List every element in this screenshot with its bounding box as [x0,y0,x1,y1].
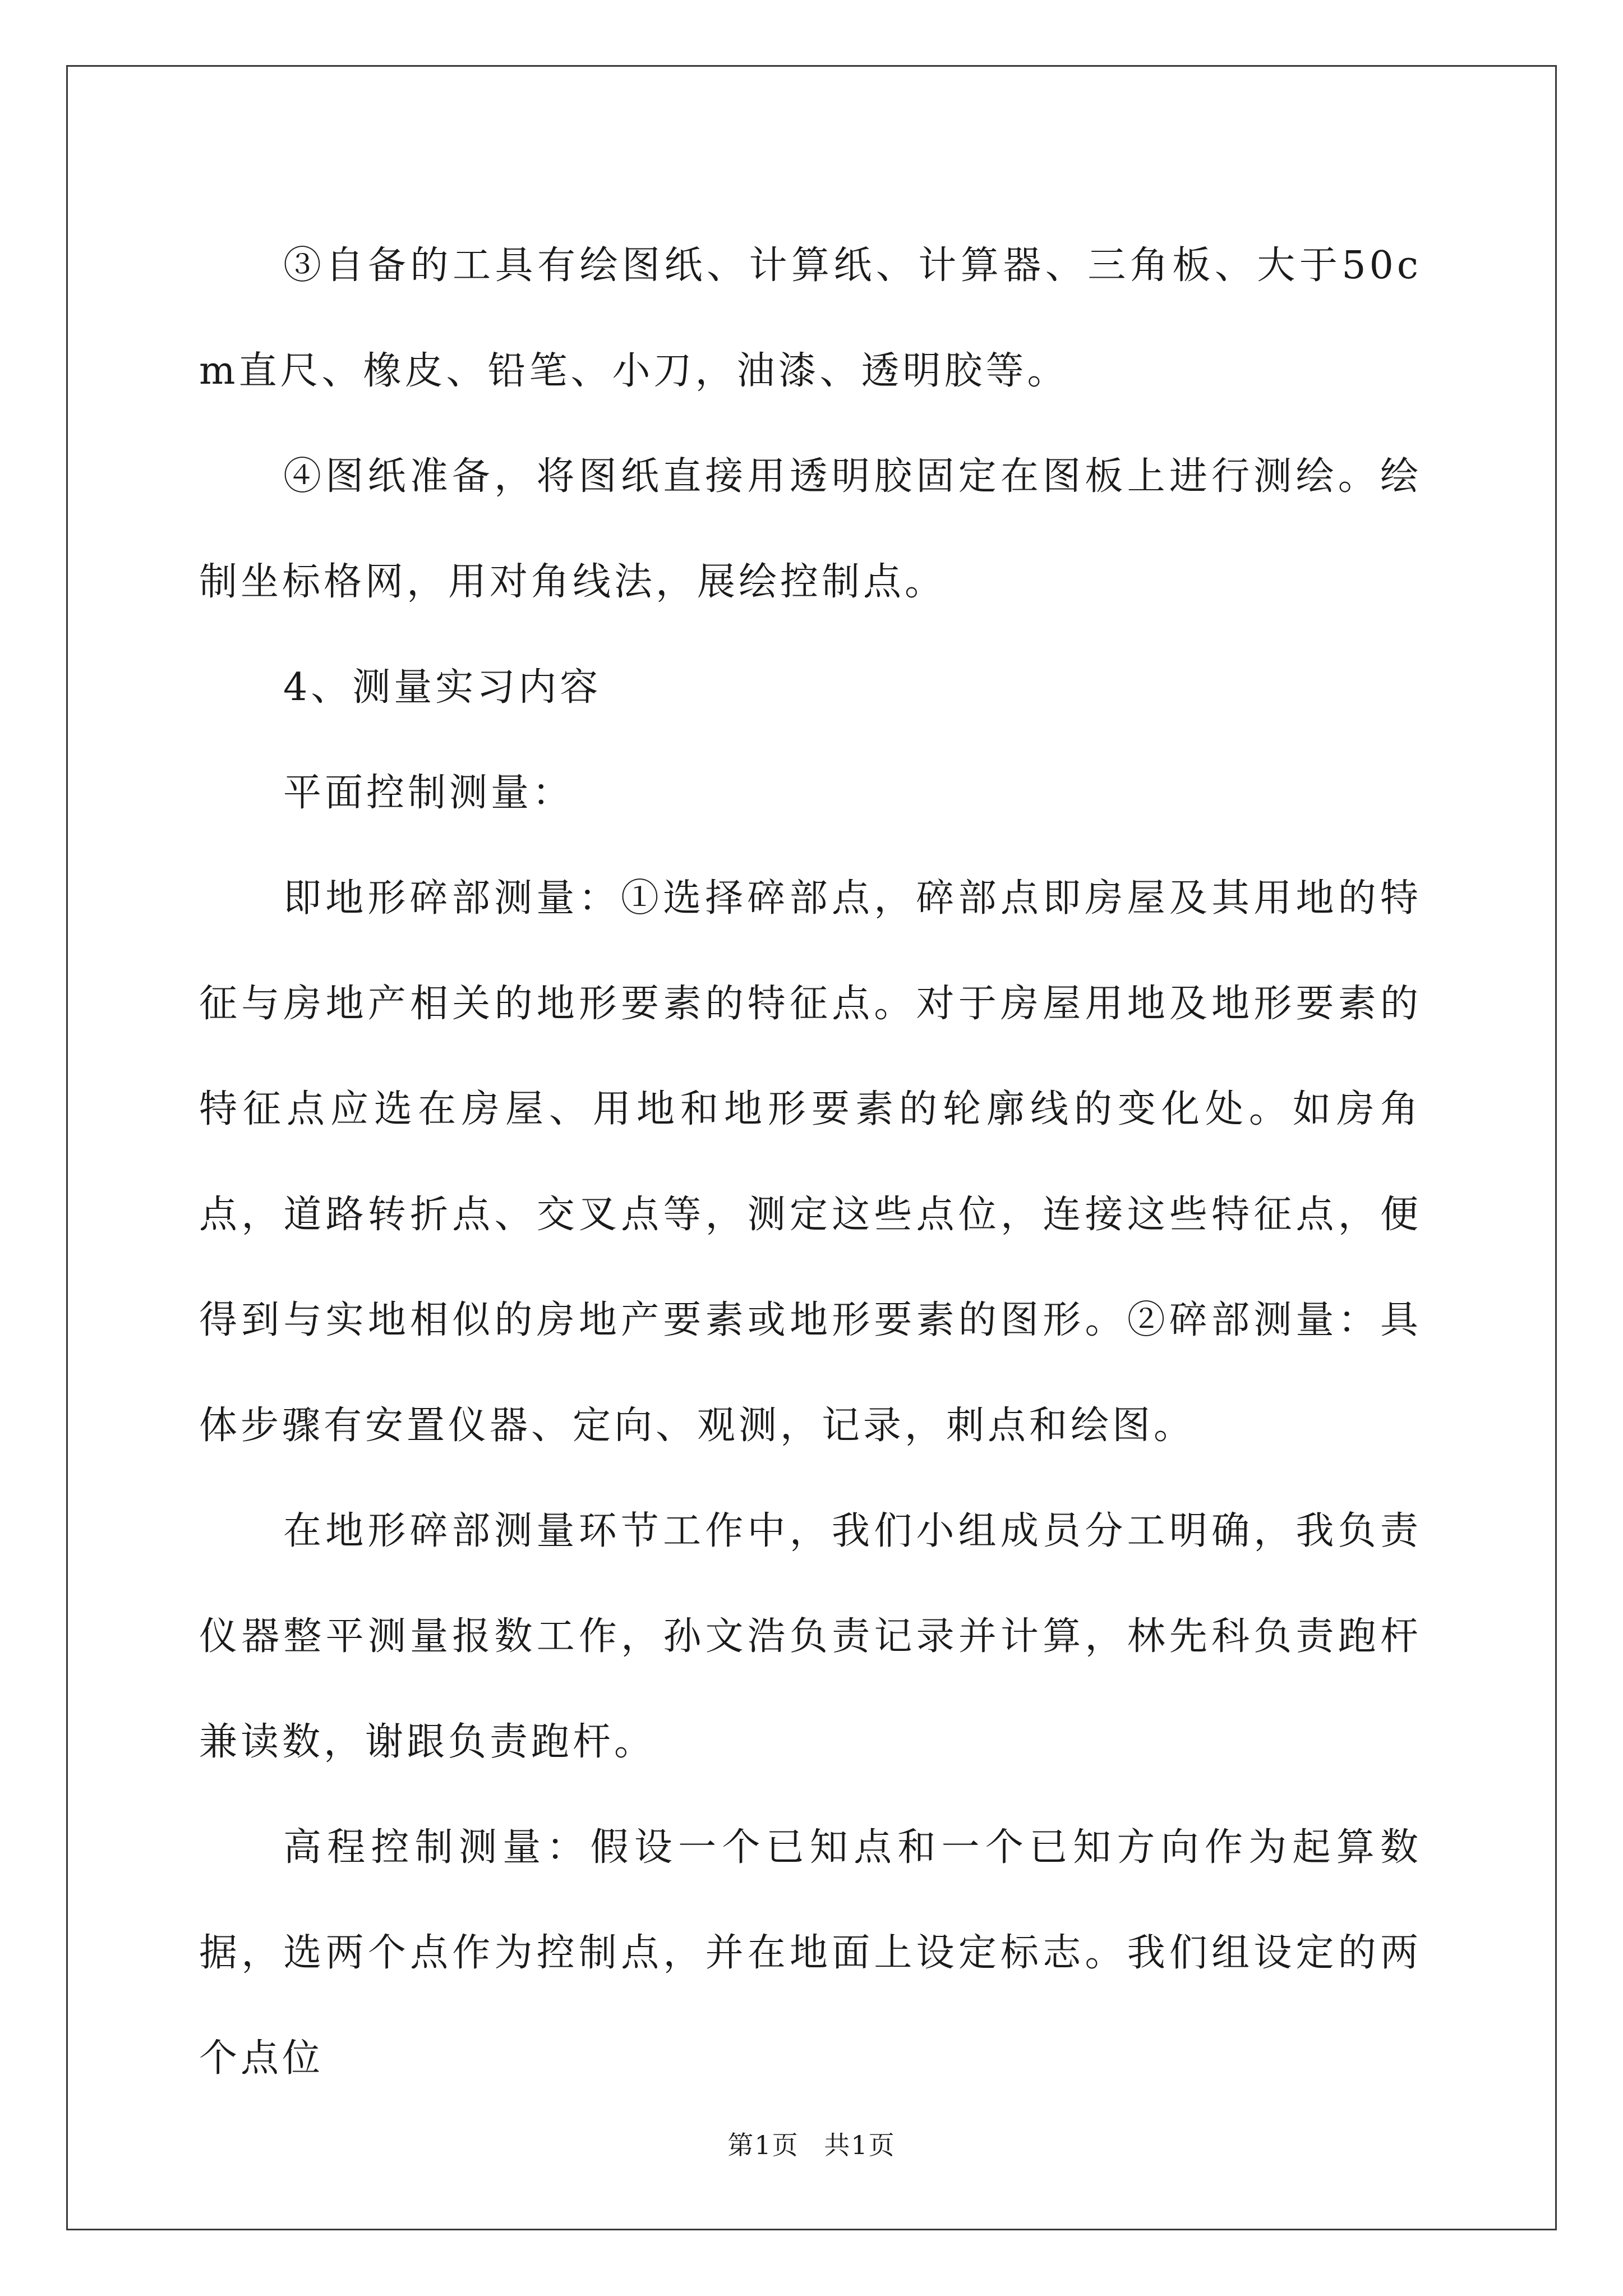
paragraph-team-roles: 在地形碎部测量环节工作中，我们小组成员分工明确，我负责仪器整平测量报数工作，孙文浩负责记录并计算，林先科负责跑杆兼读数，谢跟负责跑杆。 [199,1509,1422,1764]
document-body [199,213,1422,2111]
paragraph-drawing-prep: ④图纸准备，将图纸直接用透明胶固定在图板上进行测绘。绘制坐标格网，用对角线法，展绘控制点。 [199,454,1422,604]
page-footer [0,2125,1623,2162]
section-heading-practice-content: 4、测量实习内容 [283,665,602,710]
page-number: 第1页 [727,2130,799,2160]
page-total: 共1页 [824,2130,896,2160]
subheading-plane-control: 平面控制测量： [283,771,574,815]
paragraph-detail-survey: 即地形碎部测量：①选择碎部点，碎部点即房屋及其用地的特征与房地产相关的地形要素的特征点。对于房屋用地及地形要素的特征点应选在房屋、用地和地形要素的轮廓线的变化处。如房角点，道路转折点、交叉点等，测定这些点位，连接这些特征点，便得到与实地相似的房地产要素或地形要素的图形。②碎部测量：具体步骤有安置仪器、定向、观测，记录，刺点和绘图。 [199,876,1422,1448]
paragraph-tools: ③自备的工具有绘图纸、计算纸、计算器、三角板、大于50cm直尺、橡皮、铅笔、小刀，油漆、透明胶等。 [199,243,1422,393]
paragraph-elevation-control: 高程控制测量：假设一个已知点和一个已知方向作为起算数据，选两个点作为控制点，并在地面上设定标志。我们组设定的两个点位 [199,1825,1422,2081]
